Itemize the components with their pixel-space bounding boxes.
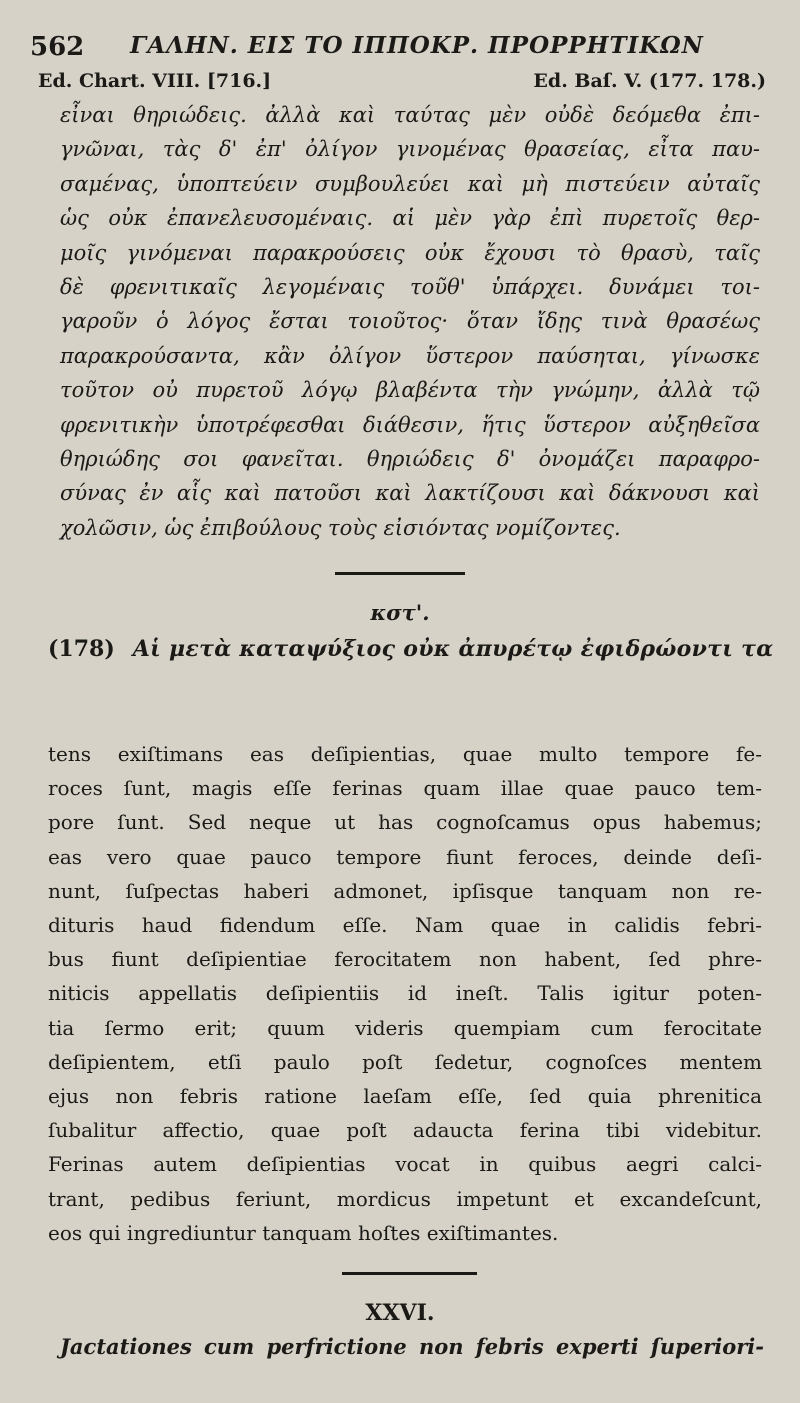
latin-line: deſipientem, etſi paulo poſt ſedetur, cognoſces mentem	[48, 1049, 762, 1074]
latin-line: Ferinas autem deſipientias vocat in quibus aegri calci-	[48, 1152, 762, 1177]
greek-line: σαμένας, ὑποπτεύειν συμβουλεύει καὶ μὴ πιστεύειν αὐταῖς	[60, 171, 760, 196]
greek-line: δὲ φρενιτικαῖς λεγομέναις τοῦθ' ὑπάρχει. δυνάμει τοι-	[60, 275, 760, 300]
greek-line: εἶναι θηριώδεις. ἀλλὰ καὶ ταύτας μὲν οὐδὲ δεόμεθα ἐπι-	[60, 103, 760, 127]
page-number: 562	[30, 32, 85, 62]
greek-line: γαροῦν ὁ λόγος ἔσται τοιοῦτος· ὅταν ἴδῃς τινὰ θρασέως	[60, 309, 760, 334]
greek-line: φρενιτικὴν ὑποτρέφεσθαι διάθεσιν, ἥτις ὕστερον αὐξηθεῖσα	[60, 412, 760, 437]
greek-line: τοῦτον οὐ πυρετοῦ λόγῳ βλαβέντα τὴν γνώμην, ἀλλὰ τῷ	[60, 378, 760, 403]
greek-line: παρακρούσαντα, κἂν ὀλίγον ὕστερον παύσηται, γίνωσκε	[60, 343, 760, 368]
greek-line: θηριώδης σοι φανεῖται. θηριώδεις δ' ὀνομάζει παραφρο-	[60, 447, 760, 472]
lemma-number: (178)	[48, 636, 115, 662]
edition-reference-basel: Ed. Baſ. V. (177. 178.)	[533, 70, 766, 92]
section-divider	[342, 1272, 477, 1275]
latin-line: trant, pedibus feriunt, mordicus impetunt et excandeſcunt,	[48, 1186, 762, 1211]
latin-lemma: Jactationes cum perfrictione non febris experti ſuperiori-	[60, 1334, 764, 1359]
latin-line: tens exiſtimans eas deſipientias, quae multo tempore fe-	[48, 742, 762, 766]
latin-line: ſubalitur affectio, quae poſt adaucta ferina tibi videbitur.	[48, 1118, 762, 1143]
greek-line: γνῶναι, τὰς δ' ἐπ' ὀλίγον γινομένας θρασείας, εἶτα παυ-	[60, 137, 760, 162]
section-divider	[335, 572, 465, 575]
latin-section-number: XXVI.	[365, 1300, 435, 1326]
latin-line: niticis appellatis deſipientiis id ineſt. Talis igitur poten-	[48, 981, 762, 1006]
greek-line: μοῖς γινόμεναι παρακρούσεις οὐκ ἔχουσι τὸ θρασὺ, ταῖς	[60, 240, 760, 265]
greek-line: χολῶσιν, ὡς ἐπιβούλους τοὺς εἰσιόντας νομίζοντες.	[60, 515, 621, 540]
greek-lemma-text: Αἱ μετὰ καταψύξιος οὐκ ἀπυρέτῳ ἐφιδρώοντι τα	[132, 636, 774, 662]
page-header	[30, 26, 762, 66]
greek-text-block	[60, 98, 760, 545]
latin-line: nunt, ſuſpectas haberi admonet, ipſisque tanquam non re-	[48, 878, 762, 903]
greek-line: ὡς οὐκ ἐπανελευσομέναις. αἱ μὲν γὰρ ἐπὶ πυρετοῖς θερ-	[60, 206, 760, 231]
latin-line: ejus non febris ratione laeſam eſſe, ſed quia phrenitica	[48, 1084, 762, 1109]
latin-line: roces ſunt, magis eſſe ferinas quam illae quae pauco tem-	[48, 776, 762, 801]
latin-text-block	[48, 737, 762, 1250]
running-head: ΓΑΛΗΝ. ΕΙΣ ΤΟ ΙΠΠΟΚΡ. ΠΡΟΡΡΗΤΙΚΩΝ	[130, 32, 704, 59]
latin-line: pore ſunt. Sed neque ut has cognoſcamus opus habemus;	[48, 810, 762, 835]
edition-references	[38, 70, 766, 96]
edition-reference-chartier: Ed. Chart. VIII. [716.]	[38, 70, 272, 92]
latin-line: eos qui ingrediuntur tanquam hoſtes exiſtimantes.	[48, 1220, 559, 1245]
latin-line: eas vero quae pauco tempore fiunt feroces, deinde deſi-	[48, 844, 762, 869]
latin-line: dituris haud fidendum eſſe. Nam quae in calidis febri-	[48, 913, 762, 938]
greek-lemma	[48, 632, 774, 667]
greek-line: σύνας ἐν αἷς καὶ πατοῦσι καὶ λακτίζουσι καὶ δάκνουσι καὶ	[60, 481, 760, 506]
latin-line: bus fiunt deſipientiae ferocitatem non habent, ſed phre-	[48, 947, 762, 972]
greek-section-number: κστ'.	[370, 600, 430, 625]
latin-line: tia ſermo erit; quum videris quempiam cum ferocitate	[48, 1015, 762, 1040]
